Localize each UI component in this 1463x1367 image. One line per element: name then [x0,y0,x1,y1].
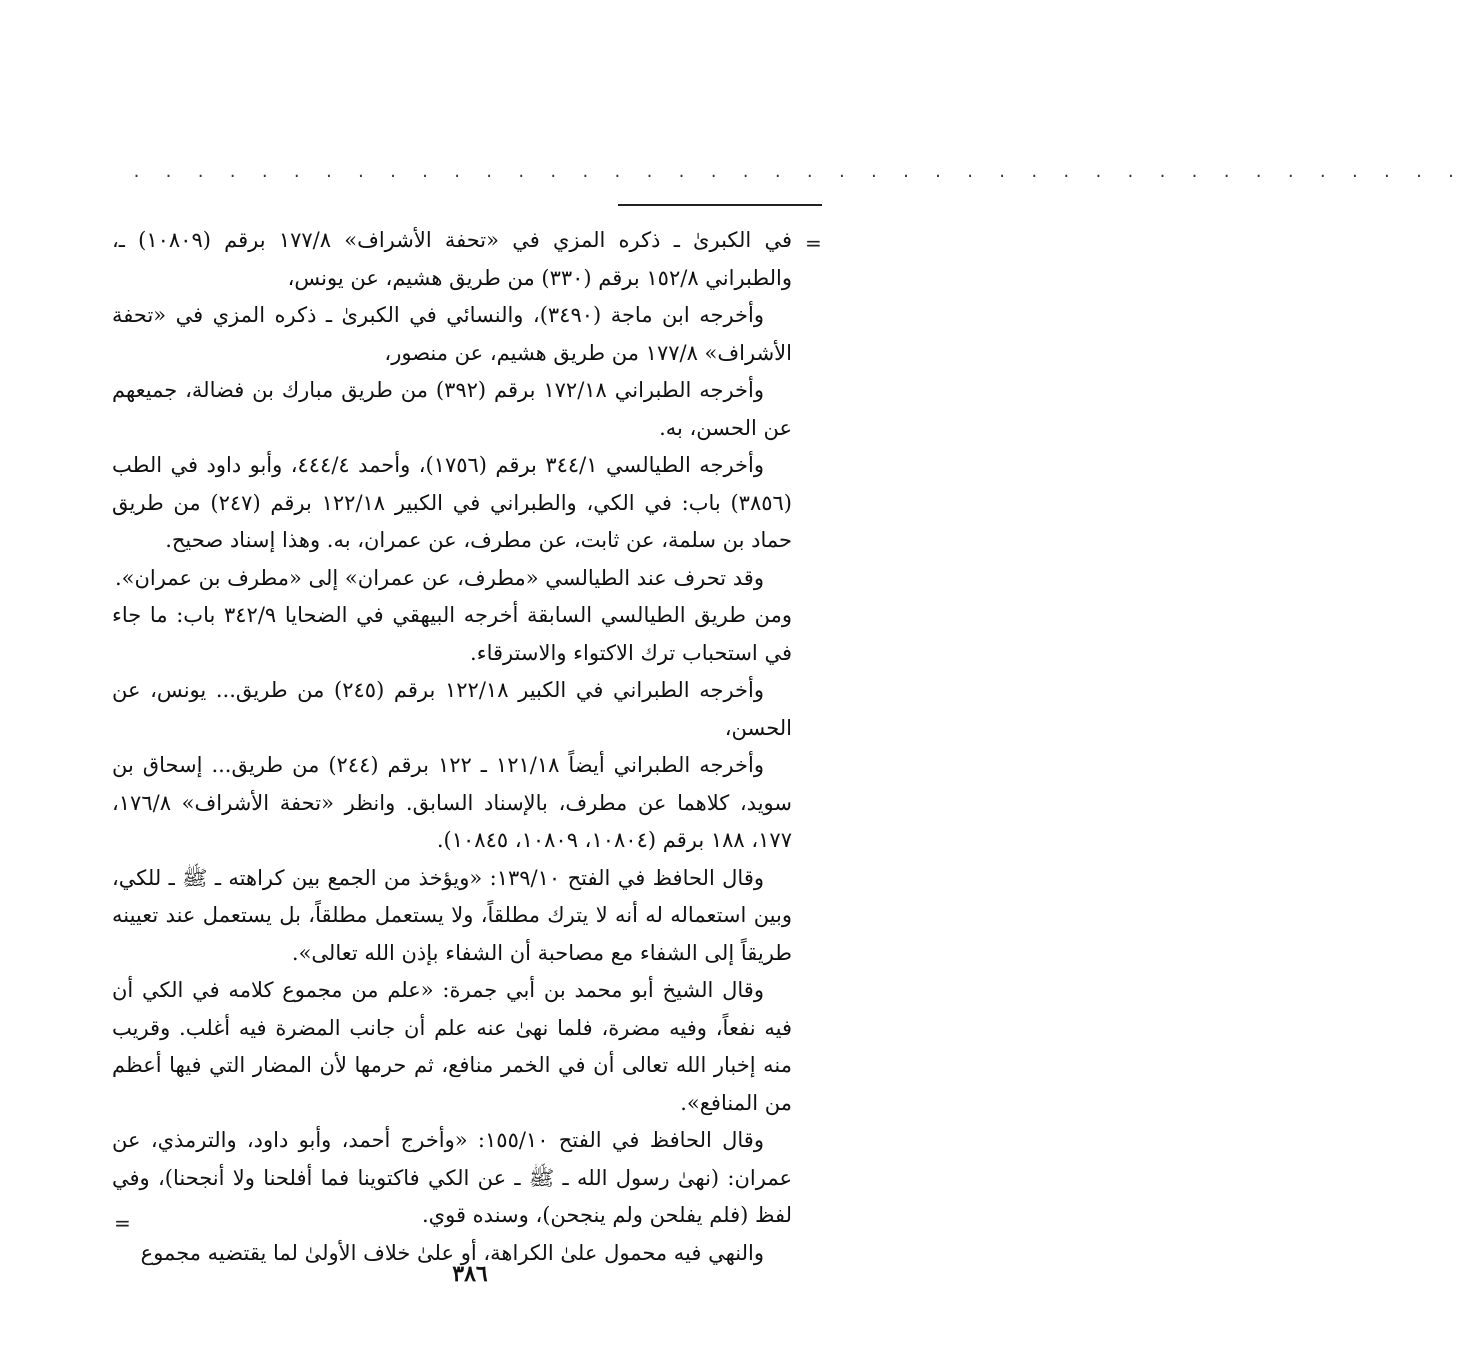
paragraph: ومن طريق الطيالسي السابقة أخرجه البيهقي في الضحايا ٣٤٢/٩ باب: ما جاء في استحباب ترك الاكتواء والاسترقاء. [112,603,792,665]
paragraph: وقال الحافظ في الفتح ١٥٥/١٠: «وأخرج أحمد، وأبو داود، والترمذي، عن عمران: (نهىٰ رسول الله ـ ﷺ ـ عن الكي فاكتوينا فما أفلحنا ولا أنجحنا)، وفي لفظ (فلم يفلحن ولم ينجحن)، وسنده قوي. [112,1128,792,1227]
continuation-marker-end: = [114,1211,131,1235]
paragraph: وأخرجه الطبراني ١٧٢/١٨ برقم (٣٩٢) من طريق مبارك بن فضالة، جميعهم عن الحسن، به. [112,378,792,440]
paragraph: وقد تحرف عند الطيالسي «مطرف، عن عمران» إلى «مطرف بن عمران». [114,565,764,590]
paragraph: وقال الحافظ في الفتح ١٣٩/١٠: «ويؤخذ من الجمع بين كراهته ـ ﷺ ـ للكي، وبين استعماله له أنه لا يترك مطلقاً، ولا يستعمل مطلقاً، بل يستعمل عند تعيينه طريقاً إلى الشفاء مع مصاحبة أن الشفاء بإذن الله تعالى». [112,865,792,965]
page-number: ٣٨٦ [452,1261,488,1287]
paragraph: وأخرجه الطيالسي ٣٤٤/١ برقم (١٧٥٦)، وأحمد ٤٤٤/٤، وأبو داود في الطب (٣٨٥٦) باب: في الكي، والطبراني في الكبير ١٢٢/١٨ برقم (٢٤٧) من طريق حماد بن سلمة، عن ثابت، عن مطرف، عن عمران، به. وهذا إسناد صحيح. [112,453,792,552]
header-dotted-line: . . . . . . . . . . . . . . . . . . . . . . . . . . . . . . . . . . . . . . . . . . [132,163,1463,181]
footnote-text-block [112,222,792,1272]
paragraph: في الكبرىٰ ـ ذكره المزي في «تحفة الأشراف» ١٧٧/٨ برقم (١٠٨٠٩) ـ، والطبراني ١٥٢/٨ برقم (٣٣٠) من طريق هشيم، عن يونس، [112,228,792,290]
paragraph: وقال الشيخ أبو محمد بن أبي جمرة: «علم من مجموع كلامه في الكي أن فيه نفعاً، وفيه مضرة، فلما نهىٰ عنه علم أن جانب المضرة فيه أغلب. وقريب منه إخبار الله تعالى أن في الخمر منافع، ثم حرمها لأن المضار التي فيها أعظم من المنافع». [112,978,792,1115]
continuation-marker-start: = [805,231,822,255]
paragraph: وأخرجه الطبراني في الكبير ١٢٢/١٨ برقم (٢٤٥) من طريق... يونس، عن الحسن، [112,678,792,740]
paragraph: وأخرجه ابن ماجة (٣٤٩٠)، والنسائي في الكبرىٰ ـ ذكره المزي في «تحفة الأشراف» ١٧٧/٨ من طريق هشيم، عن منصور، [112,303,792,365]
footnote-separator-rule [618,204,822,206]
paragraph: والنهي فيه محمول علىٰ الكراهة، أو علىٰ خلاف الأولىٰ لما يقتضيه مجموع [140,1240,764,1265]
paragraph: وأخرجه الطبراني أيضاً ١٢١/١٨ ـ ١٢٢ برقم (٢٤٤) من طريق... إسحاق بن سويد، كلاهما عن مطرف، بالإسناد السابق. وانظر «تحفة الأشراف» ١٧٦/٨، ١٧٧، ١٨٨ برقم (١٠٨٠٤، ١٠٨٠٩، ١٠٨٤٥). [112,753,792,852]
